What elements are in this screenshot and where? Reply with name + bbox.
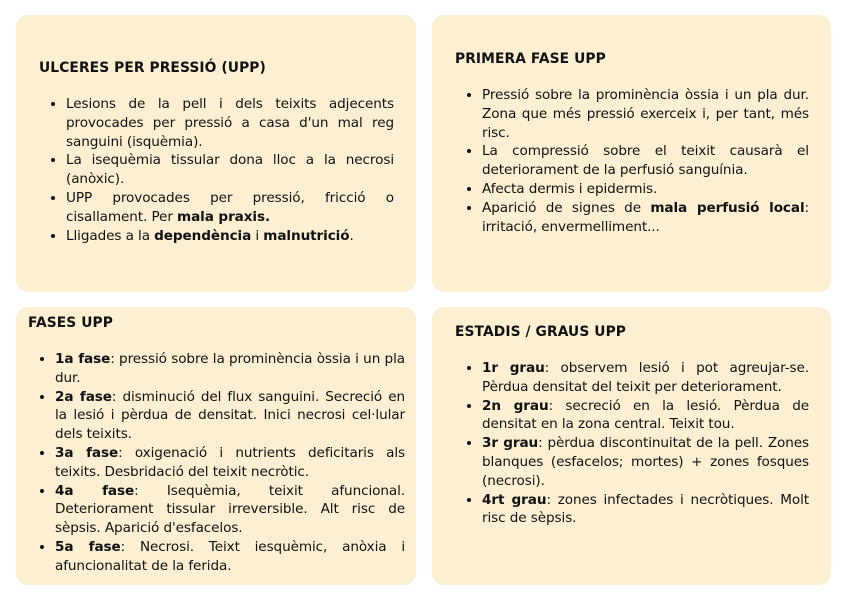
list-item [482,199,809,237]
bold-text: 3r grau [482,435,539,452]
list-item [66,151,394,189]
text: : disminució del flux sanguini. Secreció en la lesió i pèrdua de densitat. Inici necrosi cel·lular dels teixits. [55,388,405,443]
bold-text: 5a fase [55,538,121,555]
text: : irritació, envermelliment... [482,199,810,235]
text: Pressió sobre la prominència òssia i un pla dur. Zona que més pressió exerceix i, per tant, més risc. [482,87,809,141]
bold-text: dependència [154,227,252,244]
text: Lligades a la [66,227,155,244]
list-item [482,86,809,142]
card-title: ESTADIS / GRAUS UPP [455,324,627,340]
card-title: PRIMERA FASE UPP [455,51,606,67]
card-title: FASES UPP [28,315,113,331]
list-item [55,350,405,388]
list-item [55,444,405,482]
list-item [482,397,809,435]
list-item [55,388,405,444]
text: : Isequèmia, teixit afuncional. Deteriorament tissular irreversible. Alt risc de sèpsis. Aparició d'esfacelos. [55,482,405,537]
text: : zones infectades i necròtiques. Molt risc de sèpsis. [482,491,809,527]
bold-text: mala perfusió local [650,199,805,216]
card-fases-upp [16,307,416,585]
text: . [349,227,354,244]
text: : pèrdua discontinuitat de la pell. Zones blanques (esfacelos; mortes) + zones fosques (necrosi). [482,435,810,489]
text: La compressió sobre el teixit causarà el deteriorament de la perfusió sanguínia. [482,143,809,179]
bold-text: 4a fase [55,482,135,499]
text: : oxigenació i nutrients deficitaris als teixits. Desbridació del teixit necròtic. [55,444,406,480]
text: : observem lesió i pot agreujar-se. Pèrdua densitat del teixit per deteriorament. [482,360,809,395]
text: Aparició de signes de [482,199,651,216]
bullet-list [455,86,809,236]
card-title: ULCERES PER PRESSIÓ (UPP) [39,60,266,76]
bold-text: 2n grau [482,397,549,414]
text: : pressió sobre la prominència òssia i un pla dur. [55,351,405,386]
text: : secreció en la lesió. Pèrdua de densitat en la zona central. Teixit tou. [482,397,809,433]
text: i [251,227,264,244]
list-item [482,434,809,490]
bullet-list [28,350,405,576]
text: Lesions de la pell i dels teixits adjecents provocades per pressió a casa d'un mal reg sanguini (isquèmia). [66,96,394,150]
bold-text: 3a fase [55,444,119,461]
bullet-list [455,359,809,528]
list-item [482,359,809,397]
list-item [55,538,405,576]
bold-text: 4rt grau [482,491,547,508]
list-item [66,189,394,227]
bold-text: 2a fase [55,388,112,405]
text: La isequèmia tissular dona lloc a la necrosi (anòxic). [66,152,394,188]
card-primera-fase [432,15,831,292]
bold-text: 1a fase [55,351,111,367]
list-item [482,491,809,529]
card-estadis-graus [432,307,831,585]
text: UPP provocades per pressió, fricció o cisallament. Per [66,189,394,225]
card-ulceres-per-pressio [16,15,416,292]
list-item [482,142,809,180]
list-item [482,180,809,199]
bullet-list [39,95,394,245]
bold-text: malnutrició [263,227,350,244]
text: Afecta dermis i epidermis. [482,180,658,197]
bold-text: 1r grau [482,360,545,376]
bold-text: mala praxis. [177,208,271,225]
text: : Necrosi. Teixt iesquèmic, anòxia i afuncionalitat de la ferida. [55,538,405,574]
list-item [66,95,394,151]
list-item [55,482,405,538]
list-item [66,227,394,246]
